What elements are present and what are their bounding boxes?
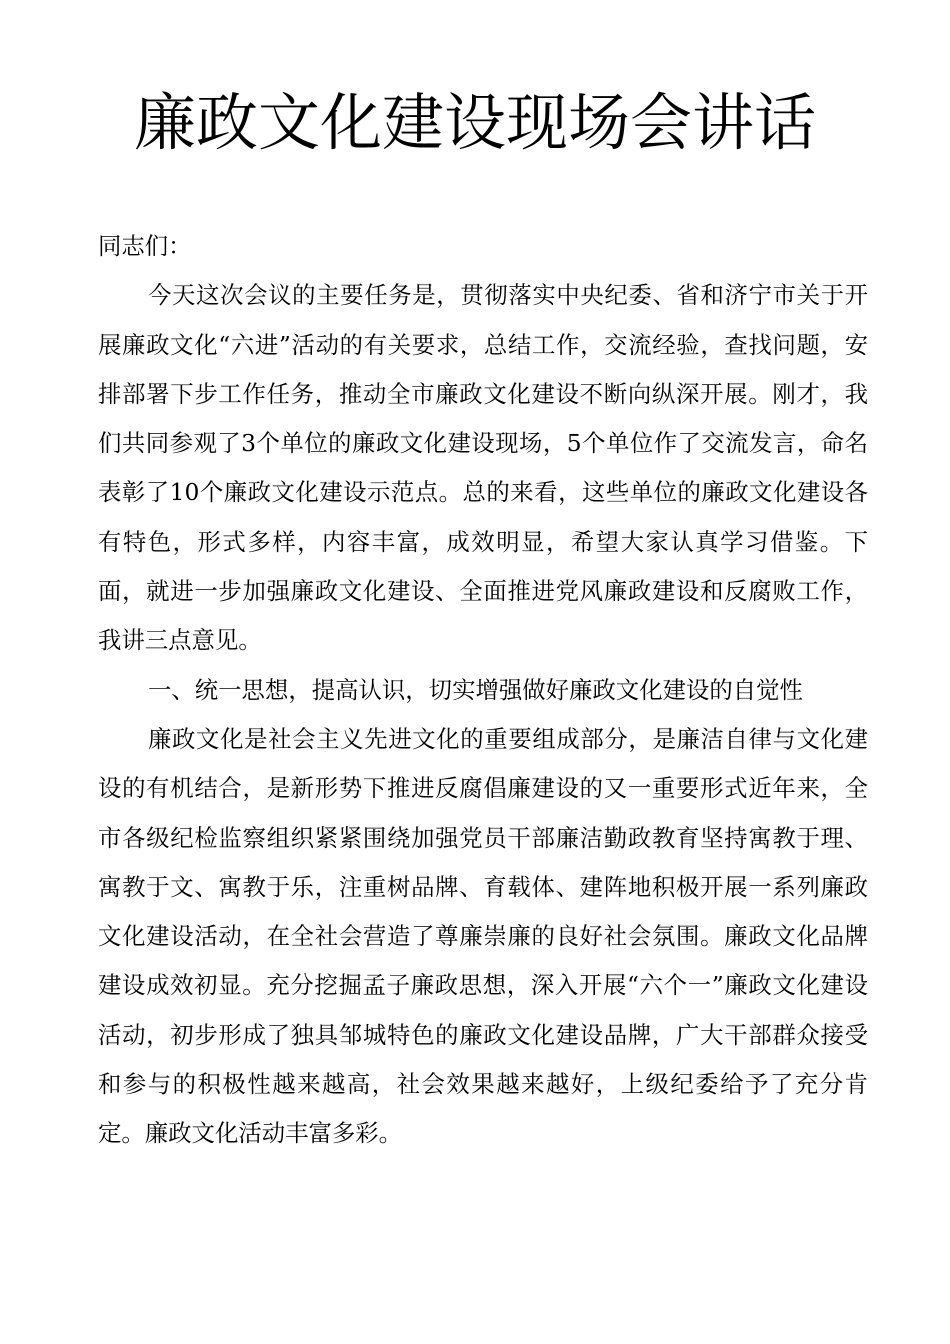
section-heading-1: 一、统一思想，提高认识，切实增强做好廉政文化建设的自觉性 [148,675,803,704]
salutation: 同志们： [98,232,192,260]
paragraph-section-1: 廉政文化是社会主义先进文化的重要组成部分，是廉洁自律与文化建设的有机结合，是新形势下推进反腐倡廉建设的又一重要形式近年来，全市各级纪检监察组织紧紧围绕加强党员干部廉洁勤政教育坚持寓教于理、寓教于文、寓教于乐，注重树品牌、育载体、建阵地积极开展一系列廉政文化建设活动，在全社会营造了尊廉崇廉的良好社会氛围。廉政文化品牌建设成效初显。充分挖掘孟子廉政思想，深入开展“六个一”廉政文化建设活动，初步形成了独具邹城特色的廉政文化建设品牌，广大干部群众接受和参与的积极性越来越高，社会效果越来越好，上级纪委给予了充分肯定。廉政文化活动丰富多彩。 [98,724,868,1148]
paragraph-intro: 今天这次会议的主要任务是，贯彻落实中央纪委、省和济宁市关于开展廉政文化“六进”活动的有关要求，总结工作，交流经验，查找问题，安排部署下步工作任务，推动全市廉政文化建设不断向纵深开展。刚才，我们共同参观了3个单位的廉政文化建设现场，5个单位作了交流发言，命名表彰了10个廉政文化建设示范点。总的来看，这些单位的廉政文化建设各有特色，形式多样，内容丰富，成效明显，希望大家认真学习借鉴。下面，就进一步加强廉政文化建设、全面推进党风廉政建设和反腐败工作，我讲三点意见。 [98,281,868,655]
document-title: 廉政文化建设现场会讲话 [133,86,816,159]
document-body [98,222,868,1159]
